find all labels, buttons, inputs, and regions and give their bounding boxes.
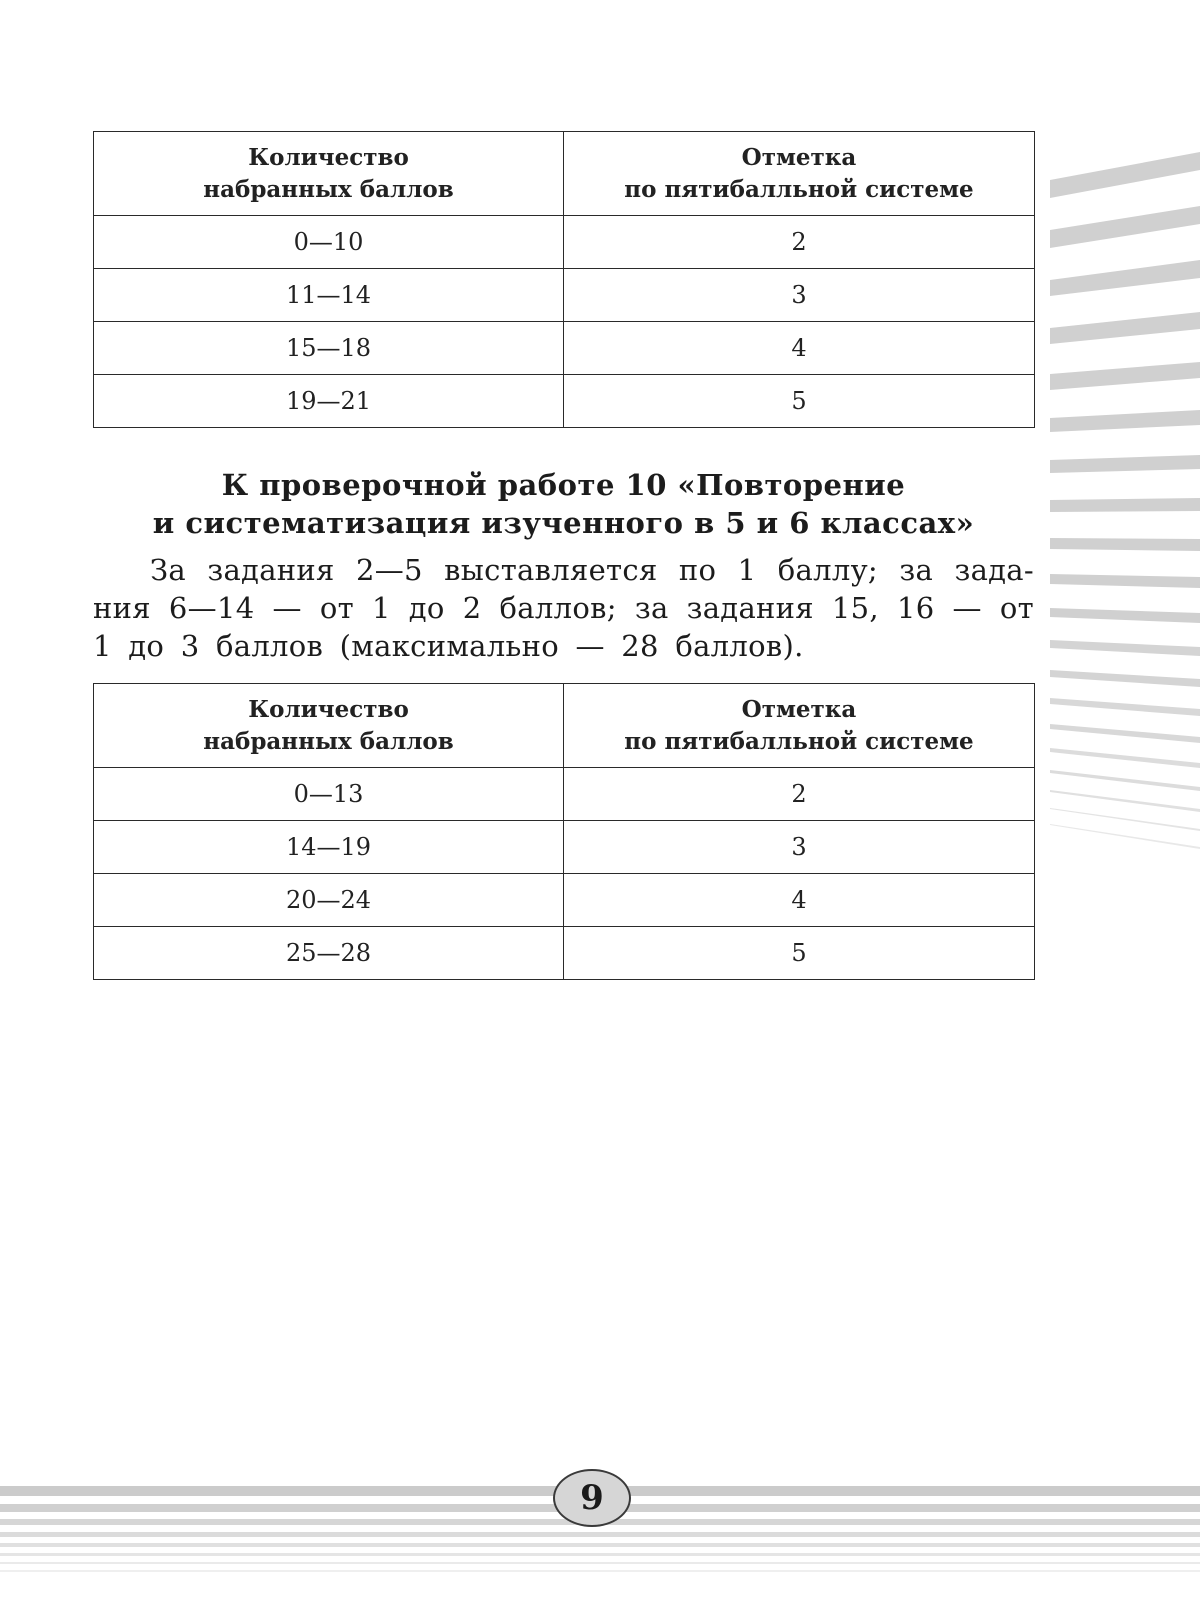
paragraph-line: 1 до 3 баллов (максимально — 28 баллов). [93,629,804,663]
table-header-row [94,132,1035,216]
grade-cell: 3 [564,821,1035,874]
table-row [94,821,1035,874]
table-row [94,375,1035,428]
points-range-cell: 11—14 [94,269,564,322]
grade-cell: 2 [564,216,1035,269]
page-number-badge [553,1469,631,1527]
header-points-count: Количество набранных баллов [94,132,564,216]
points-range-cell: 14—19 [94,821,564,874]
section-heading [93,466,1034,542]
header-points-count: Количество набранных баллов [94,684,564,768]
table-row [94,874,1035,927]
points-range-cell: 0—10 [94,216,564,269]
grade-cell: 2 [564,768,1035,821]
score-table-2 [93,683,1035,980]
table-row [94,269,1035,322]
table-row [94,216,1035,269]
paragraph-line: За задания 2—5 выставляется по 1 баллу; за зада- [150,553,1034,587]
points-range-cell: 20—24 [94,874,564,927]
side-stripes-decoration [1040,140,1200,910]
paragraph-line: ния 6—14 — от 1 до 2 баллов; за задания 15, 16 — от [93,591,1034,625]
points-range-cell: 19—21 [94,375,564,428]
points-range-cell: 0—13 [94,768,564,821]
points-range-cell: 25—28 [94,927,564,980]
grade-cell: 4 [564,322,1035,375]
header-grade: Отметка по пятибалльной системе [564,684,1035,768]
table-row [94,322,1035,375]
points-range-cell: 15—18 [94,322,564,375]
score-table-1 [93,131,1035,428]
table-row [94,927,1035,980]
header-grade: Отметка по пятибалльной системе [564,132,1035,216]
section-heading-line: и систематизация изученного в 5 и 6 классах» [152,506,975,540]
scoring-paragraph [93,551,1034,665]
page-number: 9 [580,1478,604,1518]
grade-cell: 5 [564,927,1035,980]
grade-cell: 4 [564,874,1035,927]
grade-cell: 5 [564,375,1035,428]
table-header-row [94,684,1035,768]
table-row [94,768,1035,821]
grade-cell: 3 [564,269,1035,322]
section-heading-line: К проверочной работе 10 «Повторение [221,468,906,502]
